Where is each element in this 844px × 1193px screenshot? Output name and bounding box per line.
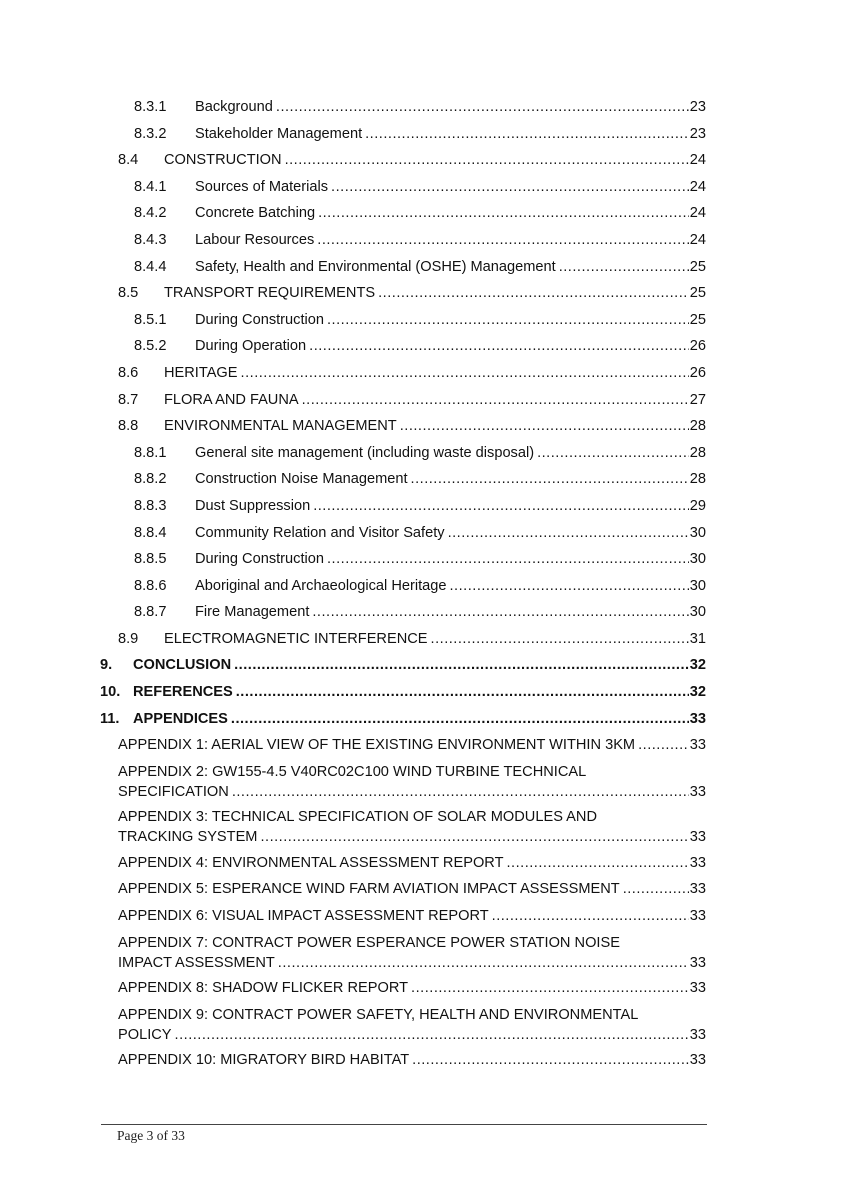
toc-appendix-entry[interactable] bbox=[100, 880, 706, 907]
toc-page: 24 bbox=[689, 231, 706, 248]
toc-title: APPENDICES bbox=[133, 710, 228, 727]
toc-page: 28 bbox=[689, 471, 706, 488]
toc-number: 8.4.3 bbox=[134, 231, 167, 248]
toc-number: 10. bbox=[100, 684, 121, 701]
toc-title-continued: IMPACT ASSESSMENT bbox=[118, 954, 275, 971]
toc-number: 8.5 bbox=[118, 285, 139, 302]
toc-title: General site management (including waste disposal) bbox=[195, 444, 535, 461]
toc-page: 32 bbox=[689, 657, 706, 674]
toc-title: During Construction bbox=[195, 311, 324, 328]
toc-number: 8.3.1 bbox=[134, 99, 167, 115]
page-number-footer: Page 3 of 33 bbox=[117, 1128, 185, 1143]
toc-leader bbox=[448, 524, 689, 542]
toc-page: 30 bbox=[689, 604, 706, 621]
toc-entry[interactable] bbox=[100, 125, 706, 152]
toc-entry[interactable] bbox=[100, 178, 706, 205]
toc-appendix-entry[interactable] bbox=[100, 1051, 706, 1078]
toc-leader bbox=[412, 1051, 689, 1069]
toc-title: Labour Resources bbox=[195, 231, 315, 248]
toc-title: FLORA AND FAUNA bbox=[164, 391, 299, 408]
toc-leader bbox=[234, 656, 689, 674]
toc-entry[interactable] bbox=[100, 231, 706, 258]
toc-page: 24 bbox=[689, 205, 706, 222]
toc-title: ELECTROMAGNETIC INTERFERENCE bbox=[164, 630, 428, 647]
toc-title: HERITAGE bbox=[164, 364, 238, 381]
toc-entry[interactable] bbox=[100, 497, 706, 524]
toc-entry[interactable] bbox=[100, 311, 706, 338]
toc-leader bbox=[450, 577, 689, 595]
footer-divider bbox=[101, 1124, 707, 1125]
toc-title: Background bbox=[195, 99, 273, 115]
toc-leader bbox=[492, 907, 689, 925]
toc-number: 8.6 bbox=[118, 364, 139, 381]
toc-number: 8.9 bbox=[118, 630, 139, 647]
toc-page: 25 bbox=[689, 258, 706, 275]
toc-leader bbox=[241, 364, 689, 382]
toc-page: 33 bbox=[689, 854, 706, 871]
table-of-contents bbox=[100, 98, 706, 1078]
toc-title: Construction Noise Management bbox=[195, 471, 408, 488]
toc-leader bbox=[312, 603, 688, 621]
toc-leader bbox=[506, 854, 688, 872]
toc-page: 33 bbox=[689, 954, 706, 971]
toc-leader bbox=[276, 98, 689, 116]
toc-entry[interactable] bbox=[100, 683, 706, 710]
toc-title-continued: POLICY bbox=[118, 1026, 172, 1043]
toc-page: 33 bbox=[689, 1052, 706, 1069]
toc-title: APPENDIX 8: SHADOW FLICKER REPORT bbox=[118, 980, 409, 997]
toc-leader bbox=[260, 828, 688, 846]
toc-title: Aboriginal and Archaeological Heritage bbox=[195, 577, 447, 594]
toc-number: 9. bbox=[100, 657, 113, 674]
toc-appendix-entry[interactable] bbox=[100, 808, 706, 854]
toc-title: APPENDIX 10: MIGRATORY BIRD HABITAT bbox=[118, 1052, 410, 1069]
toc-page: 33 bbox=[689, 783, 706, 800]
toc-entry[interactable] bbox=[100, 364, 706, 391]
toc-leader bbox=[623, 880, 689, 898]
toc-page: 24 bbox=[689, 178, 706, 195]
toc-number: 8.8.3 bbox=[134, 497, 167, 514]
toc-page: 33 bbox=[689, 881, 706, 898]
toc-page: 26 bbox=[689, 338, 706, 355]
toc-page: 29 bbox=[689, 497, 706, 514]
toc-leader bbox=[559, 258, 689, 276]
toc-page: 25 bbox=[689, 285, 706, 302]
toc-page: 33 bbox=[689, 737, 706, 754]
toc-title: Concrete Batching bbox=[195, 205, 316, 222]
toc-entry[interactable] bbox=[100, 151, 706, 178]
toc-title: APPENDIX 9: CONTRACT POWER SAFETY, HEALTH AND ENVIRONMENTAL bbox=[118, 1006, 639, 1023]
toc-page: 25 bbox=[689, 311, 706, 328]
toc-title: Community Relation and Visitor Safety bbox=[195, 524, 445, 541]
toc-entry[interactable] bbox=[100, 550, 706, 577]
toc-title: APPENDIX 2: GW155-4.5 V40RC02C100 WIND TURBINE TECHNICAL bbox=[118, 763, 587, 780]
toc-entry[interactable] bbox=[100, 470, 706, 497]
toc-title: CONSTRUCTION bbox=[164, 152, 282, 169]
toc-entry[interactable] bbox=[100, 284, 706, 311]
toc-appendix-entry[interactable] bbox=[100, 934, 706, 980]
toc-leader bbox=[318, 204, 689, 222]
toc-leader bbox=[175, 1026, 689, 1044]
toc-appendix-entry[interactable] bbox=[100, 979, 706, 1006]
toc-leader bbox=[232, 783, 689, 801]
toc-title: APPENDIX 1: AERIAL VIEW OF THE EXISTING ENVIRONMENT WITHIN 3KM bbox=[118, 737, 636, 754]
toc-entry[interactable] bbox=[100, 630, 706, 657]
toc-number: 8.5.2 bbox=[134, 338, 167, 355]
toc-number: 8.8.2 bbox=[134, 471, 167, 488]
toc-page: 33 bbox=[689, 980, 706, 997]
toc-page: 28 bbox=[689, 418, 706, 435]
toc-page: 30 bbox=[689, 577, 706, 594]
toc-number: 11. bbox=[100, 710, 120, 727]
toc-page: 30 bbox=[689, 551, 706, 568]
toc-title-continued: TRACKING SYSTEM bbox=[118, 829, 258, 846]
toc-title: APPENDIX 3: TECHNICAL SPECIFICATION OF SOLAR MODULES AND bbox=[118, 809, 597, 826]
toc-title: APPENDIX 5: ESPERANCE WIND FARM AVIATION IMPACT ASSESSMENT bbox=[118, 881, 620, 898]
toc-leader bbox=[400, 417, 689, 435]
toc-leader bbox=[327, 311, 689, 329]
toc-page: 31 bbox=[689, 630, 706, 647]
toc-leader bbox=[327, 550, 689, 568]
toc-leader bbox=[378, 284, 689, 302]
toc-leader bbox=[313, 497, 689, 515]
toc-page: 33 bbox=[689, 710, 706, 727]
toc-page: 33 bbox=[689, 908, 706, 925]
toc-title: APPENDIX 6: VISUAL IMPACT ASSESSMENT REPORT bbox=[118, 908, 489, 925]
toc-title: CONCLUSION bbox=[133, 657, 232, 674]
toc-leader bbox=[431, 630, 689, 648]
toc-leader bbox=[302, 391, 689, 409]
toc-number: 8.8.5 bbox=[134, 551, 167, 568]
toc-appendix-entry[interactable] bbox=[100, 1006, 706, 1052]
toc-leader bbox=[309, 337, 689, 355]
toc-number: 8.8.1 bbox=[134, 444, 167, 461]
toc-title: Sources of Materials bbox=[195, 178, 329, 195]
toc-number: 8.4.4 bbox=[134, 258, 167, 275]
toc-page: 28 bbox=[689, 444, 706, 461]
toc-entry[interactable] bbox=[100, 417, 706, 444]
toc-entry[interactable] bbox=[100, 444, 706, 471]
toc-title: APPENDIX 4: ENVIRONMENTAL ASSESSMENT REPORT bbox=[118, 854, 504, 871]
toc-appendix-entry[interactable] bbox=[100, 736, 706, 763]
toc-leader bbox=[365, 125, 689, 143]
toc-title: Dust Suppression bbox=[195, 497, 311, 514]
toc-page: 33 bbox=[689, 1026, 706, 1043]
toc-number: 8.5.1 bbox=[134, 311, 167, 328]
toc-page: 24 bbox=[689, 152, 706, 169]
toc-entry[interactable] bbox=[100, 258, 706, 285]
toc-number: 8.4.1 bbox=[134, 178, 167, 195]
toc-entry[interactable] bbox=[100, 656, 706, 683]
toc-entry[interactable] bbox=[100, 524, 706, 551]
toc-page: 32 bbox=[689, 684, 706, 701]
toc-page: 30 bbox=[689, 524, 706, 541]
toc-leader bbox=[317, 231, 689, 249]
toc-appendix-entry[interactable] bbox=[100, 907, 706, 934]
toc-number: 8.8.6 bbox=[134, 577, 167, 594]
toc-leader bbox=[411, 470, 689, 488]
toc-entry[interactable] bbox=[100, 577, 706, 604]
toc-title: REFERENCES bbox=[133, 684, 233, 701]
toc-page: 27 bbox=[689, 391, 706, 408]
toc-number: 8.4 bbox=[118, 152, 139, 169]
toc-entry[interactable] bbox=[100, 391, 706, 418]
toc-leader bbox=[411, 979, 689, 997]
toc-title: Safety, Health and Environmental (OSHE) Management bbox=[195, 258, 556, 275]
toc-number: 8.8.4 bbox=[134, 524, 167, 541]
toc-number: 8.3.2 bbox=[134, 125, 167, 142]
toc-title: APPENDIX 7: CONTRACT POWER ESPERANCE POWER STATION NOISE bbox=[118, 934, 620, 951]
toc-entry[interactable] bbox=[100, 710, 706, 737]
toc-number: 8.8 bbox=[118, 418, 139, 435]
toc-number: 8.8.7 bbox=[134, 604, 167, 621]
toc-page: 23 bbox=[689, 125, 706, 142]
toc-entry[interactable] bbox=[100, 204, 706, 231]
toc-leader bbox=[537, 444, 689, 462]
toc-leader bbox=[331, 178, 689, 196]
toc-title: Stakeholder Management bbox=[195, 125, 363, 142]
toc-entry[interactable] bbox=[100, 337, 706, 364]
toc-appendix-entry[interactable] bbox=[100, 763, 706, 809]
toc-page: 26 bbox=[689, 364, 706, 381]
toc-title-continued: SPECIFICATION bbox=[118, 783, 229, 800]
toc-number: 8.4.2 bbox=[134, 205, 167, 222]
toc-entry[interactable] bbox=[100, 98, 706, 125]
toc-entry[interactable] bbox=[100, 603, 706, 630]
toc-title: ENVIRONMENTAL MANAGEMENT bbox=[164, 418, 397, 435]
toc-number: 8.7 bbox=[118, 391, 139, 408]
toc-leader bbox=[236, 683, 689, 701]
toc-leader bbox=[285, 151, 689, 169]
toc-leader bbox=[278, 954, 689, 972]
toc-leader bbox=[638, 736, 689, 754]
toc-title: Fire Management bbox=[195, 604, 310, 621]
toc-page: 23 bbox=[689, 99, 706, 115]
toc-title: TRANSPORT REQUIREMENTS bbox=[164, 285, 376, 302]
toc-page: 33 bbox=[689, 829, 706, 846]
toc-title: During Operation bbox=[195, 338, 307, 355]
toc-leader bbox=[231, 710, 689, 728]
toc-title: During Construction bbox=[195, 551, 324, 568]
toc-appendix-entry[interactable] bbox=[100, 854, 706, 881]
